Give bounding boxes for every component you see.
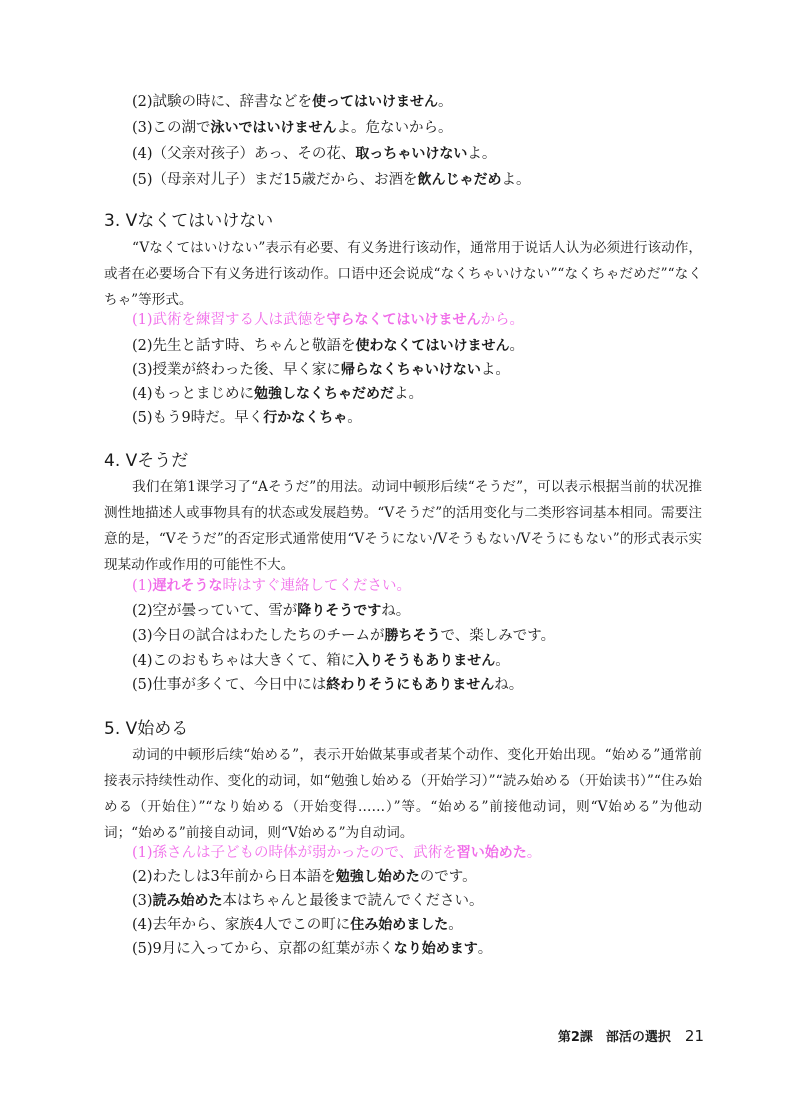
example-3-1: (1)武術を練習する人は武徳を守らなくてはいけませんから。 xyxy=(132,312,525,328)
section-heading-4: 4. Vそうだ xyxy=(104,451,189,471)
example-5-1: (1)孫さんは子どもの時体が弱かったので、武術を習い始めた。 xyxy=(132,845,542,861)
example-5-2: (2)わたしは3年前から日本語を勉強し始めたのです。 xyxy=(132,869,477,885)
example-4-1: (1)遅れそうな時はすぐ連絡してください。 xyxy=(132,578,412,594)
example-4-3: (3)今日の試合はわたしたちのチームが勝ちそうで、楽しみです。 xyxy=(132,628,556,644)
example-3-5: (5)もう9時だ。早く行かなくちゃ。 xyxy=(132,410,362,426)
page-footer xyxy=(558,1026,704,1045)
example-3-4: (4)もっとまじめに勉強しなくちゃだめだよ。 xyxy=(132,386,424,402)
example-2-5: (5)（母亲对儿子）まだ15歳だから、お酒を飲んじゃだめよ。 xyxy=(132,172,531,188)
page-number: 21 xyxy=(684,1027,704,1045)
example-5-4: (4)去年から、家族4人でこの町に住み始めました。 xyxy=(132,917,463,933)
section-4-explanation: 我们在第1课学习了“Aそうだ”的用法。动词中顿形后续“そうだ”，可以表示根据当前的状况推测性地描述人或事物具有的状态或发展趋势。“Vそうだ”的活用变化与二类形容词基本相同。需要注意的是，“Vそうだ”的否定形式通常使用“Vそうにない/Vそうもない/Vそうにもない”的形式表示实现某动作或作用的可能性不大。 xyxy=(104,479,702,573)
example-3-3: (3)授業が終わった後、早く家に帰らなくちゃいけないよ。 xyxy=(132,362,510,378)
example-5-5: (5)9月に入ってから、京都の紅葉が赤くなり始めます。 xyxy=(132,941,493,957)
section-3-explanation: “Vなくてはいけない”表示有必要、有义务进行该动作，通常用于说话人认为必须进行该动作，或者在必要场合下有义务进行该动作。口语中还会说成“なくちゃいけない”“なくちゃだめだ”“なくちゃ”等形式。 xyxy=(104,240,702,308)
example-4-5: (5)仕事が多くて、今日中には終わりそうにもありませんね。 xyxy=(132,677,524,693)
example-4-2: (2)空が曇っていて、雪が降りそうですね。 xyxy=(132,603,411,619)
section-heading-3: 3. Vなくてはいけない xyxy=(104,211,274,231)
example-4-4: (4)このおもちゃは大きくて、箱に入りそうもありません。 xyxy=(132,653,510,669)
example-5-3: (3)読み始めた本はちゃんと最後まで読んでください。 xyxy=(132,893,484,909)
example-3-2: (2)先生と話す時、ちゃんと敬語を使わなくてはいけません。 xyxy=(132,338,525,354)
example-2-4: (4)（父亲对孩子）あっ、その花、取っちゃいけないよ。 xyxy=(132,146,497,162)
example-2-2: (2)試験の時に、辞書などを使ってはいけません。 xyxy=(132,94,453,110)
lesson-title: 第2課 部活の選択 xyxy=(557,1030,671,1045)
example-2-3: (3)この湖で泳いではいけませんよ。危ないから。 xyxy=(132,120,453,136)
section-heading-5: 5. V始める xyxy=(104,719,189,739)
section-5-explanation: 动词的中顿形后续“始める”，表示开始做某事或者某个动作、变化开始出现。“始める”通常前接表示持续性动作、变化的动词，如“勉強し始める（开始学习）”“読み始める（开始读书）”“住み始める（开始住）”“なり始める（开始变得……）”等。“始める”前接他动词，则“V始める”为他动词；“始める”前接自动词，则“V始める”为自动词。 xyxy=(104,747,702,841)
